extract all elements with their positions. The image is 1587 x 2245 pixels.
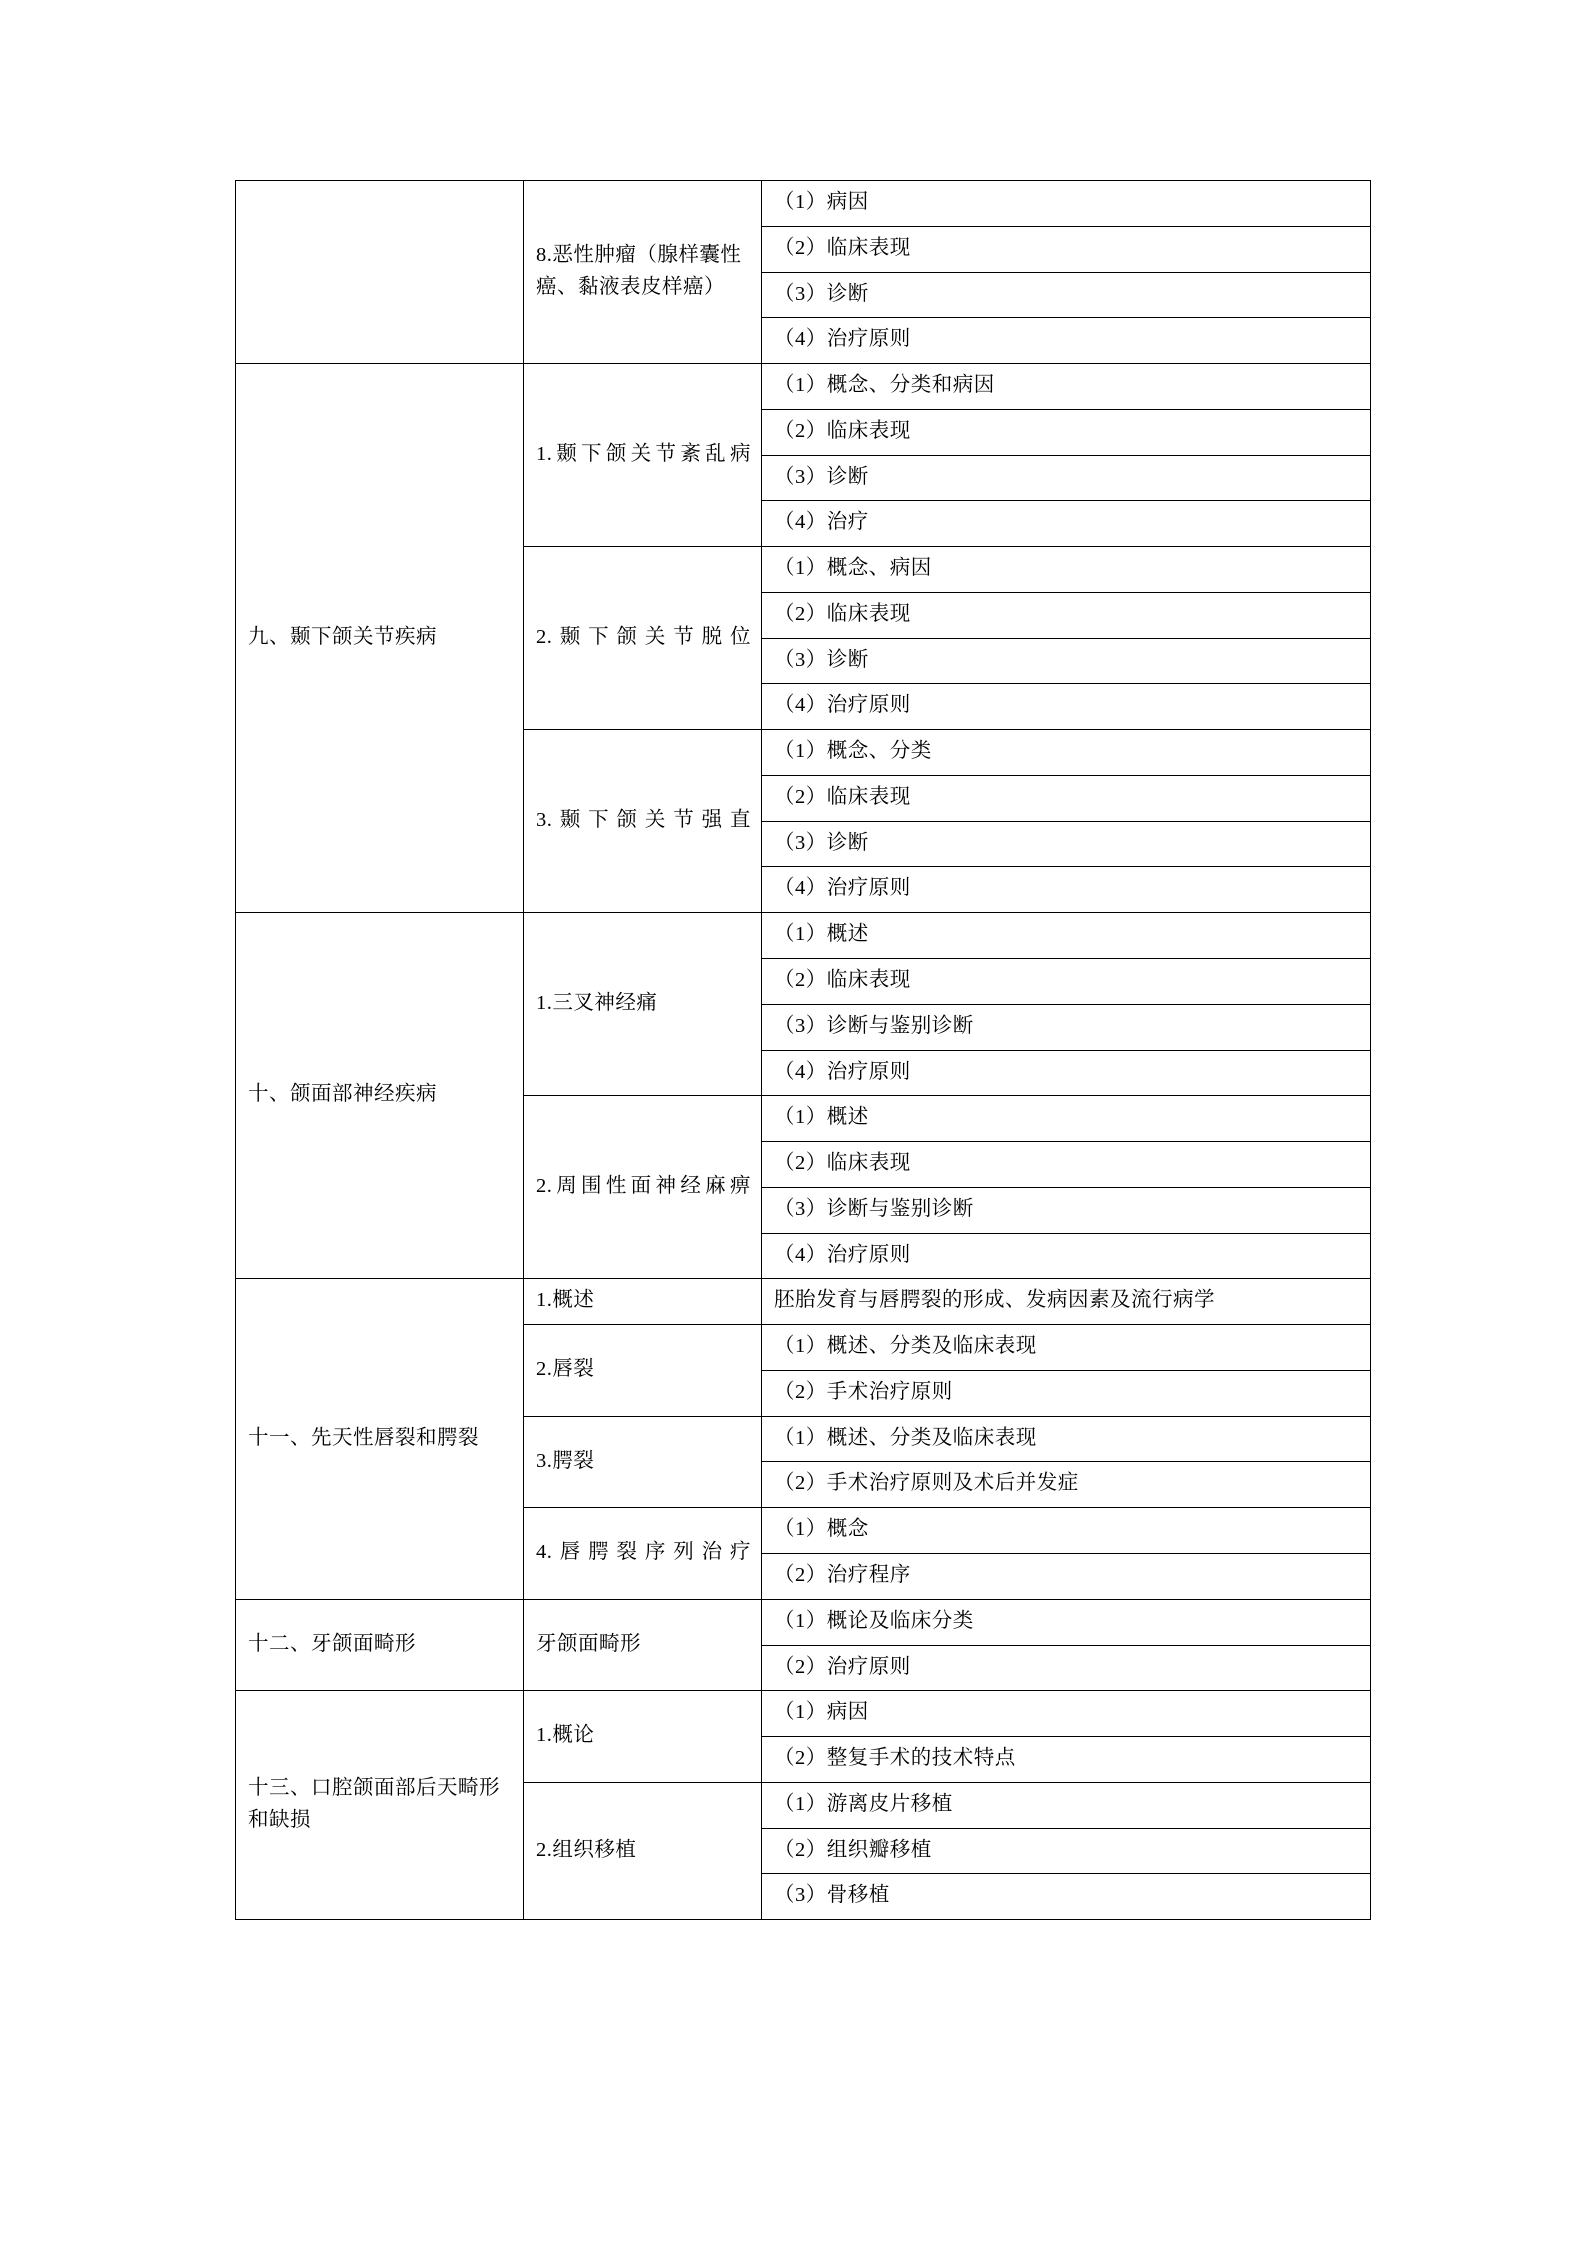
- point-cell: （1）概述、分类及临床表现: [762, 1416, 1371, 1462]
- point-cell: （1）概念、分类和病因: [762, 364, 1371, 410]
- point-cell: （2）临床表现: [762, 226, 1371, 272]
- point-cell: （3）诊断: [762, 272, 1371, 318]
- subject-cell: 1.三叉神经痛: [524, 913, 762, 1096]
- point-cell: （2）整复手术的技术特点: [762, 1737, 1371, 1783]
- point-cell: （4）治疗原则: [762, 867, 1371, 913]
- point-cell: （3）诊断: [762, 455, 1371, 501]
- point-cell: （1）概念、病因: [762, 547, 1371, 593]
- category-cell: [236, 181, 524, 364]
- subject-cell: 1.概述: [524, 1279, 762, 1325]
- point-cell: （4）治疗原则: [762, 318, 1371, 364]
- point-cell: （4）治疗原则: [762, 1233, 1371, 1279]
- subject-cell: 2.周围性面神经麻痹: [524, 1096, 762, 1279]
- point-cell: （3）诊断: [762, 638, 1371, 684]
- table-row: [236, 1599, 1371, 1645]
- subject-cell: 3.腭裂: [524, 1416, 762, 1508]
- point-cell: （3）诊断与鉴别诊断: [762, 1004, 1371, 1050]
- point-cell: （4）治疗原则: [762, 1050, 1371, 1096]
- point-cell: （2）临床表现: [762, 775, 1371, 821]
- point-cell: （4）治疗原则: [762, 684, 1371, 730]
- point-cell: （2）临床表现: [762, 1142, 1371, 1188]
- subject-cell: 4.唇腭裂序列治疗: [524, 1508, 762, 1600]
- subject-cell: 8.恶性肿瘤（腺样囊性癌、黏液表皮样癌）: [524, 181, 762, 364]
- subject-cell: 3.颞下颌关节强直: [524, 730, 762, 913]
- subject-cell: 2.颞下颌关节脱位: [524, 547, 762, 730]
- point-cell: （3）骨移植: [762, 1874, 1371, 1920]
- point-cell: （1）概念、分类: [762, 730, 1371, 776]
- point-cell: （3）诊断: [762, 821, 1371, 867]
- point-cell: （2）手术治疗原则: [762, 1370, 1371, 1416]
- point-cell: （1）概述: [762, 913, 1371, 959]
- category-cell: 十一、先天性唇裂和腭裂: [236, 1279, 524, 1599]
- category-cell: 九、颞下颌关节疾病: [236, 364, 524, 913]
- table-row: [236, 1691, 1371, 1737]
- table-row: [236, 1279, 1371, 1325]
- point-cell: （2）临床表现: [762, 592, 1371, 638]
- point-cell: （3）诊断与鉴别诊断: [762, 1187, 1371, 1233]
- subject-cell: 牙颌面畸形: [524, 1599, 762, 1691]
- subject-cell: 1.概论: [524, 1691, 762, 1783]
- point-cell: （2）手术治疗原则及术后并发症: [762, 1462, 1371, 1508]
- point-cell: （1）病因: [762, 181, 1371, 227]
- point-cell: （4）治疗: [762, 501, 1371, 547]
- table-row: [236, 364, 1371, 410]
- subject-cell: 2.唇裂: [524, 1325, 762, 1417]
- point-cell: （2）组织瓣移植: [762, 1828, 1371, 1874]
- point-cell: （1）概念: [762, 1508, 1371, 1554]
- point-cell: （1）概论及临床分类: [762, 1599, 1371, 1645]
- point-cell: （1）概述: [762, 1096, 1371, 1142]
- table-row: [236, 181, 1371, 227]
- table-row: [236, 913, 1371, 959]
- point-cell: 胚胎发育与唇腭裂的形成、发病因素及流行病学: [762, 1279, 1371, 1325]
- category-cell: 十、颌面部神经疾病: [236, 913, 524, 1279]
- point-cell: （1）病因: [762, 1691, 1371, 1737]
- point-cell: （2）临床表现: [762, 409, 1371, 455]
- point-cell: （2）治疗原则: [762, 1645, 1371, 1691]
- syllabus-table: [235, 180, 1371, 1920]
- category-cell: 十三、口腔颌面部后天畸形和缺损: [236, 1691, 524, 1920]
- point-cell: （2）治疗程序: [762, 1553, 1371, 1599]
- subject-cell: 1.颞下颌关节紊乱病: [524, 364, 762, 547]
- point-cell: （2）临床表现: [762, 959, 1371, 1005]
- point-cell: （1）游离皮片移植: [762, 1782, 1371, 1828]
- category-cell: 十二、牙颌面畸形: [236, 1599, 524, 1691]
- point-cell: （1）概述、分类及临床表现: [762, 1325, 1371, 1371]
- subject-cell: 2.组织移植: [524, 1782, 762, 1919]
